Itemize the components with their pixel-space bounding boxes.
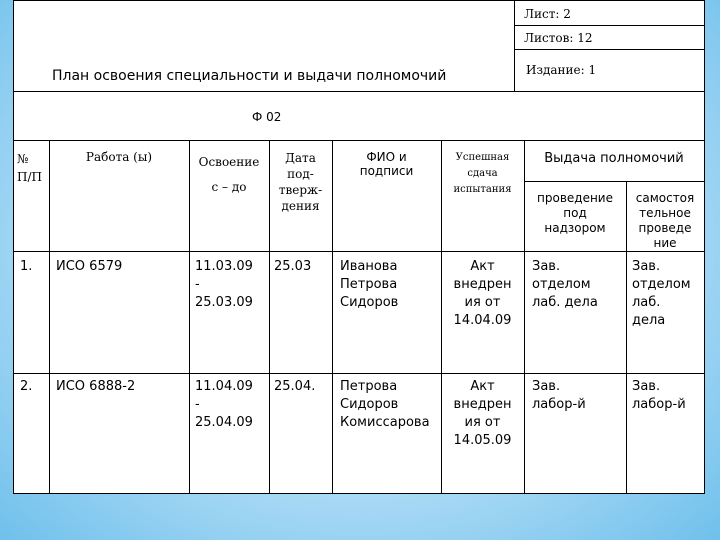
col-header-issue: Выдача полномочий: [544, 151, 684, 166]
line-h-6: [14, 251, 704, 252]
line-h-5: [524, 181, 704, 182]
row1-num: 1.: [20, 259, 33, 274]
line-h-2: [514, 49, 704, 50]
line-v-4: [332, 140, 333, 494]
line-v-1: [49, 140, 50, 494]
document-sheet: [13, 0, 705, 494]
form-code: Ф 02: [252, 110, 282, 124]
sheets-total: Листов: 12: [524, 31, 593, 45]
col-header-independent: самостоя тельное проведе ние: [635, 191, 695, 250]
row2-test: Акт внедрен ия от 14.05.09: [453, 379, 512, 448]
row2-work: ИСО 6888-2: [56, 379, 136, 394]
row2-names: Петрова Сидоров Комиссарова: [340, 379, 430, 430]
col-header-work: Работа (ы): [85, 150, 153, 164]
row2-period: 11.04.09 - 25.04.09: [195, 379, 253, 430]
line-h-7: [14, 373, 704, 374]
page-title: План освоения специальности и выдачи полномочий: [52, 68, 447, 84]
line-v-header: [514, 1, 515, 91]
row2-supervised: Зав. лабор-й: [532, 379, 586, 412]
col-header-supervised: проведение под надзором: [537, 191, 613, 235]
col-header-num: № П/П: [17, 152, 42, 184]
line-h-3: [14, 91, 704, 92]
row1-independent: Зав. отделом лаб. дела: [632, 259, 691, 328]
row2-independent: Зав. лабор-й: [632, 379, 686, 412]
row2-confirm: 25.04.: [274, 379, 316, 394]
sheet-number: Лист: 2: [524, 7, 571, 21]
row1-test: Акт внедрен ия от 14.04.09: [453, 259, 512, 328]
line-h-4: [14, 140, 704, 141]
col-header-confirm-date: Дата под- тверж- дения: [278, 151, 323, 213]
col-header-mastering: Освоение с – до: [198, 155, 260, 194]
row2-num: 2.: [20, 379, 33, 394]
row1-names: Иванова Петрова Сидоров: [340, 259, 399, 310]
row1-confirm: 25.03: [274, 259, 312, 274]
row1-supervised: Зав. отделом лаб. дела: [532, 259, 598, 310]
col-header-test: Успешная сдача испытания: [453, 152, 512, 195]
row1-period: 11.03.09 - 25.03.09: [195, 259, 253, 310]
line-h-1: [514, 25, 704, 26]
col-header-names: ФИО и подписи: [359, 150, 414, 178]
edition: Издание: 1: [526, 63, 597, 77]
row1-work: ИСО 6579: [56, 259, 123, 274]
